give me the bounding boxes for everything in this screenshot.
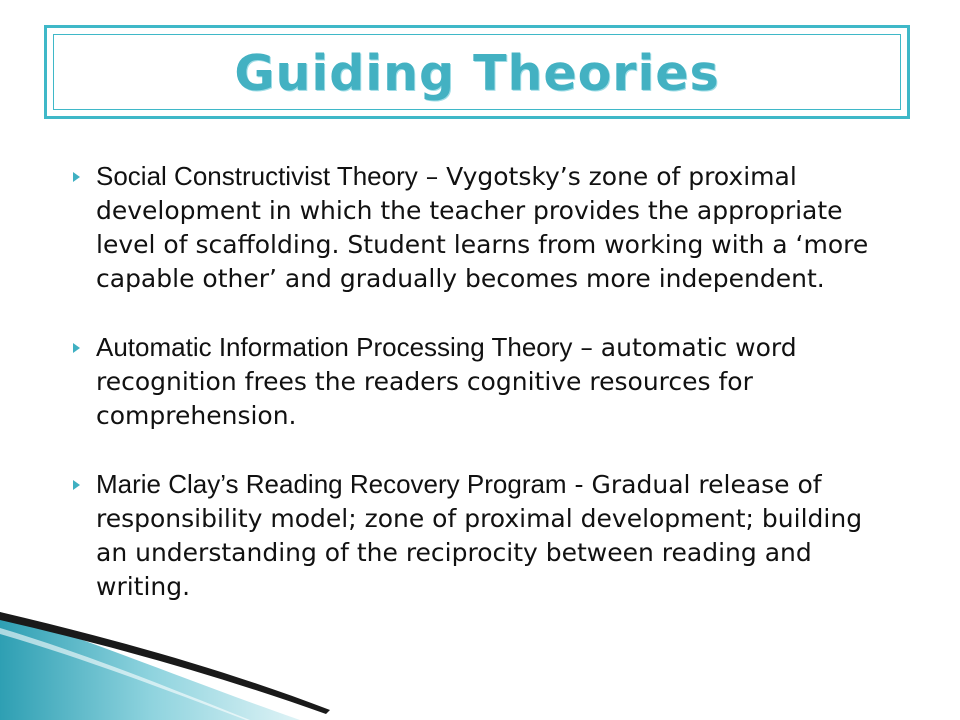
bullet-item <box>64 159 894 296</box>
bullet-text: - Gradual release of responsibility model; zone of proximal development; building an understanding of the reciprocity between reading and writing. <box>96 470 863 601</box>
title-frame <box>44 25 910 119</box>
bullet-arrow-icon <box>73 343 80 353</box>
bullet-arrow-icon <box>73 480 80 490</box>
corner-swoosh-decoration <box>0 580 960 720</box>
bullet-text: – automatic word recognition frees the readers cognitive resources for comprehension. <box>96 333 797 430</box>
bullet-text: – Vygotsky’s zone of proximal development in which the teacher provides the appropriate level of scaffolding. Student learns from working with a ‘more capable other’ and gradually becomes more independent. <box>96 162 869 293</box>
bullet-term: Social Constructivist Theory <box>96 161 418 191</box>
bullet-term: Automatic Information Processing Theory <box>96 332 573 362</box>
bullet-item <box>64 330 894 433</box>
bullet-arrow-icon <box>73 172 80 182</box>
bullet-term: Marie Clay’s Reading Recovery Program <box>96 469 567 499</box>
slide-title: Guiding Theories <box>234 45 720 102</box>
bullet-list <box>64 159 894 638</box>
